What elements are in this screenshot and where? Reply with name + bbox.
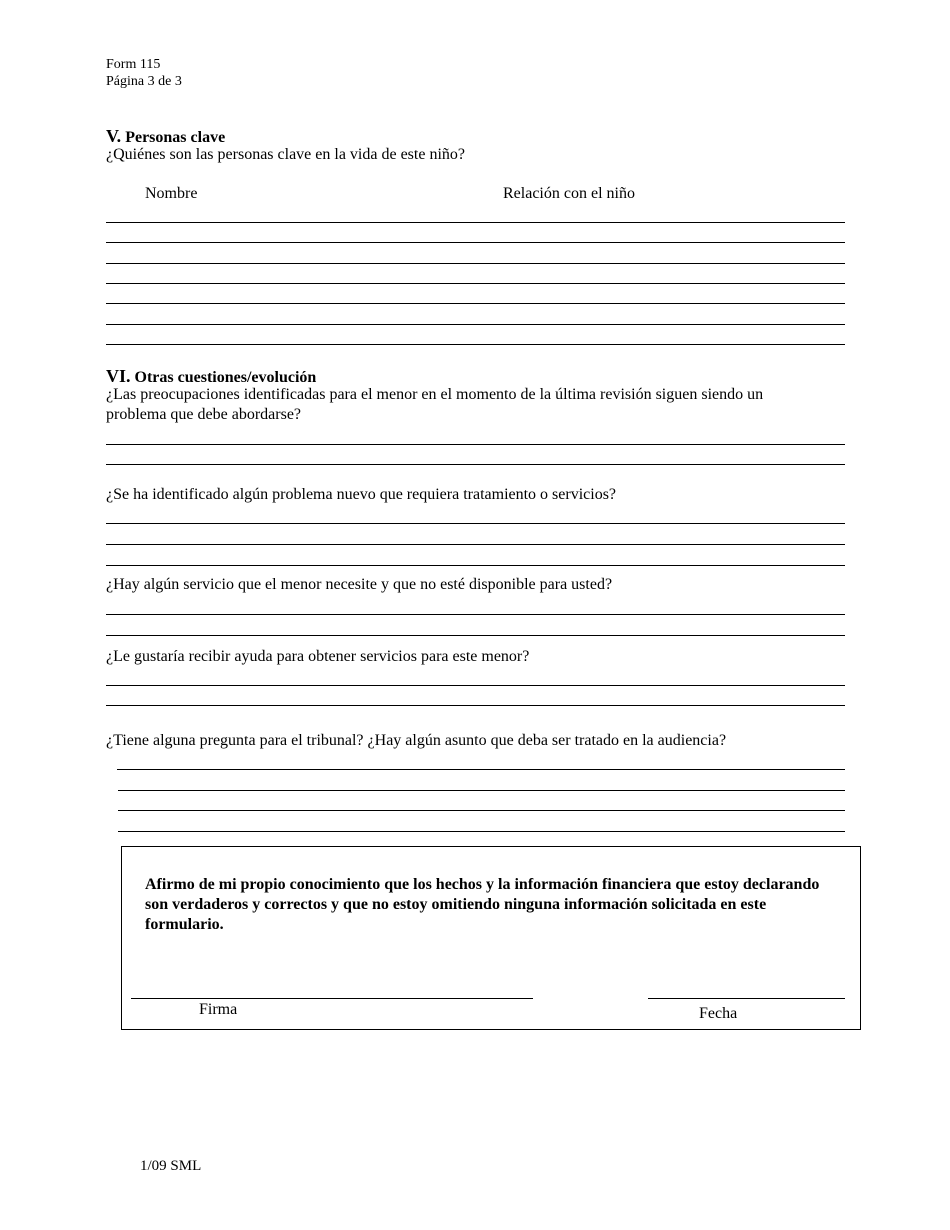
date-label: Fecha: [699, 1005, 738, 1022]
answer-line[interactable]: [106, 444, 845, 445]
answer-line[interactable]: [118, 790, 845, 791]
answer-line[interactable]: [106, 565, 845, 566]
affirmation-text: Afirmo de mi propio conocimiento que los hechos y la información financiera que estoy declarando son verdaderos y correctos y que no estoy omitiendo ninguna información solicitada en este formulario.: [145, 876, 820, 933]
question-unavailable-service: ¿Hay algún servicio que el menor necesite y que no esté disponible para usted?: [106, 576, 613, 593]
column-header-relation: Relación con el niño: [503, 185, 635, 202]
answer-line[interactable]: [106, 263, 845, 264]
answer-line[interactable]: [106, 614, 845, 615]
column-header-name: Nombre: [145, 185, 198, 202]
question-previous-concerns: ¿Las preocupaciones identificadas para el menor en el momento de la última revisión siguen siendo un problema que debe abordarse?: [106, 386, 764, 423]
question-court: ¿Tiene alguna pregunta para el tribunal? ¿Hay algún asunto que deba ser tratado en la audiencia?: [106, 732, 727, 749]
section-5-title: Personas clave: [125, 129, 226, 146]
question-help-services: ¿Le gustaría recibir ayuda para obtener servicios para este menor?: [106, 648, 530, 665]
section-6-number: VI.: [106, 366, 131, 386]
answer-line[interactable]: [118, 810, 845, 811]
answer-line[interactable]: [106, 685, 845, 686]
answer-line[interactable]: [106, 464, 845, 465]
answer-line[interactable]: [106, 242, 845, 243]
page-info: Página 3 de 3: [106, 74, 182, 89]
question-new-problem: ¿Se ha identificado algún problema nuevo que requiera tratamiento o servicios?: [106, 486, 617, 503]
signature-label: Firma: [199, 1001, 238, 1018]
answer-line[interactable]: [106, 523, 845, 524]
section-5-number: V.: [106, 126, 122, 146]
answer-line[interactable]: [106, 544, 845, 545]
date-line[interactable]: [648, 998, 845, 999]
answer-line[interactable]: [118, 831, 845, 832]
answer-line[interactable]: [106, 222, 845, 223]
answer-line[interactable]: [117, 769, 845, 770]
answer-line[interactable]: [106, 283, 845, 284]
answer-line[interactable]: [106, 344, 845, 345]
answer-line[interactable]: [106, 303, 845, 304]
footer-code: 1/09 SML: [140, 1158, 202, 1174]
section-5-question: ¿Quiénes son las personas clave en la vida de este niño?: [106, 146, 465, 163]
section-6-heading: [106, 366, 316, 387]
signature-line[interactable]: [131, 998, 533, 999]
form-number: Form 115: [106, 57, 161, 72]
answer-line[interactable]: [106, 635, 845, 636]
section-6-title: Otras cuestiones/evolución: [134, 369, 317, 386]
section-5-heading: [106, 126, 225, 147]
answer-line[interactable]: [106, 324, 845, 325]
answer-line[interactable]: [106, 705, 845, 706]
